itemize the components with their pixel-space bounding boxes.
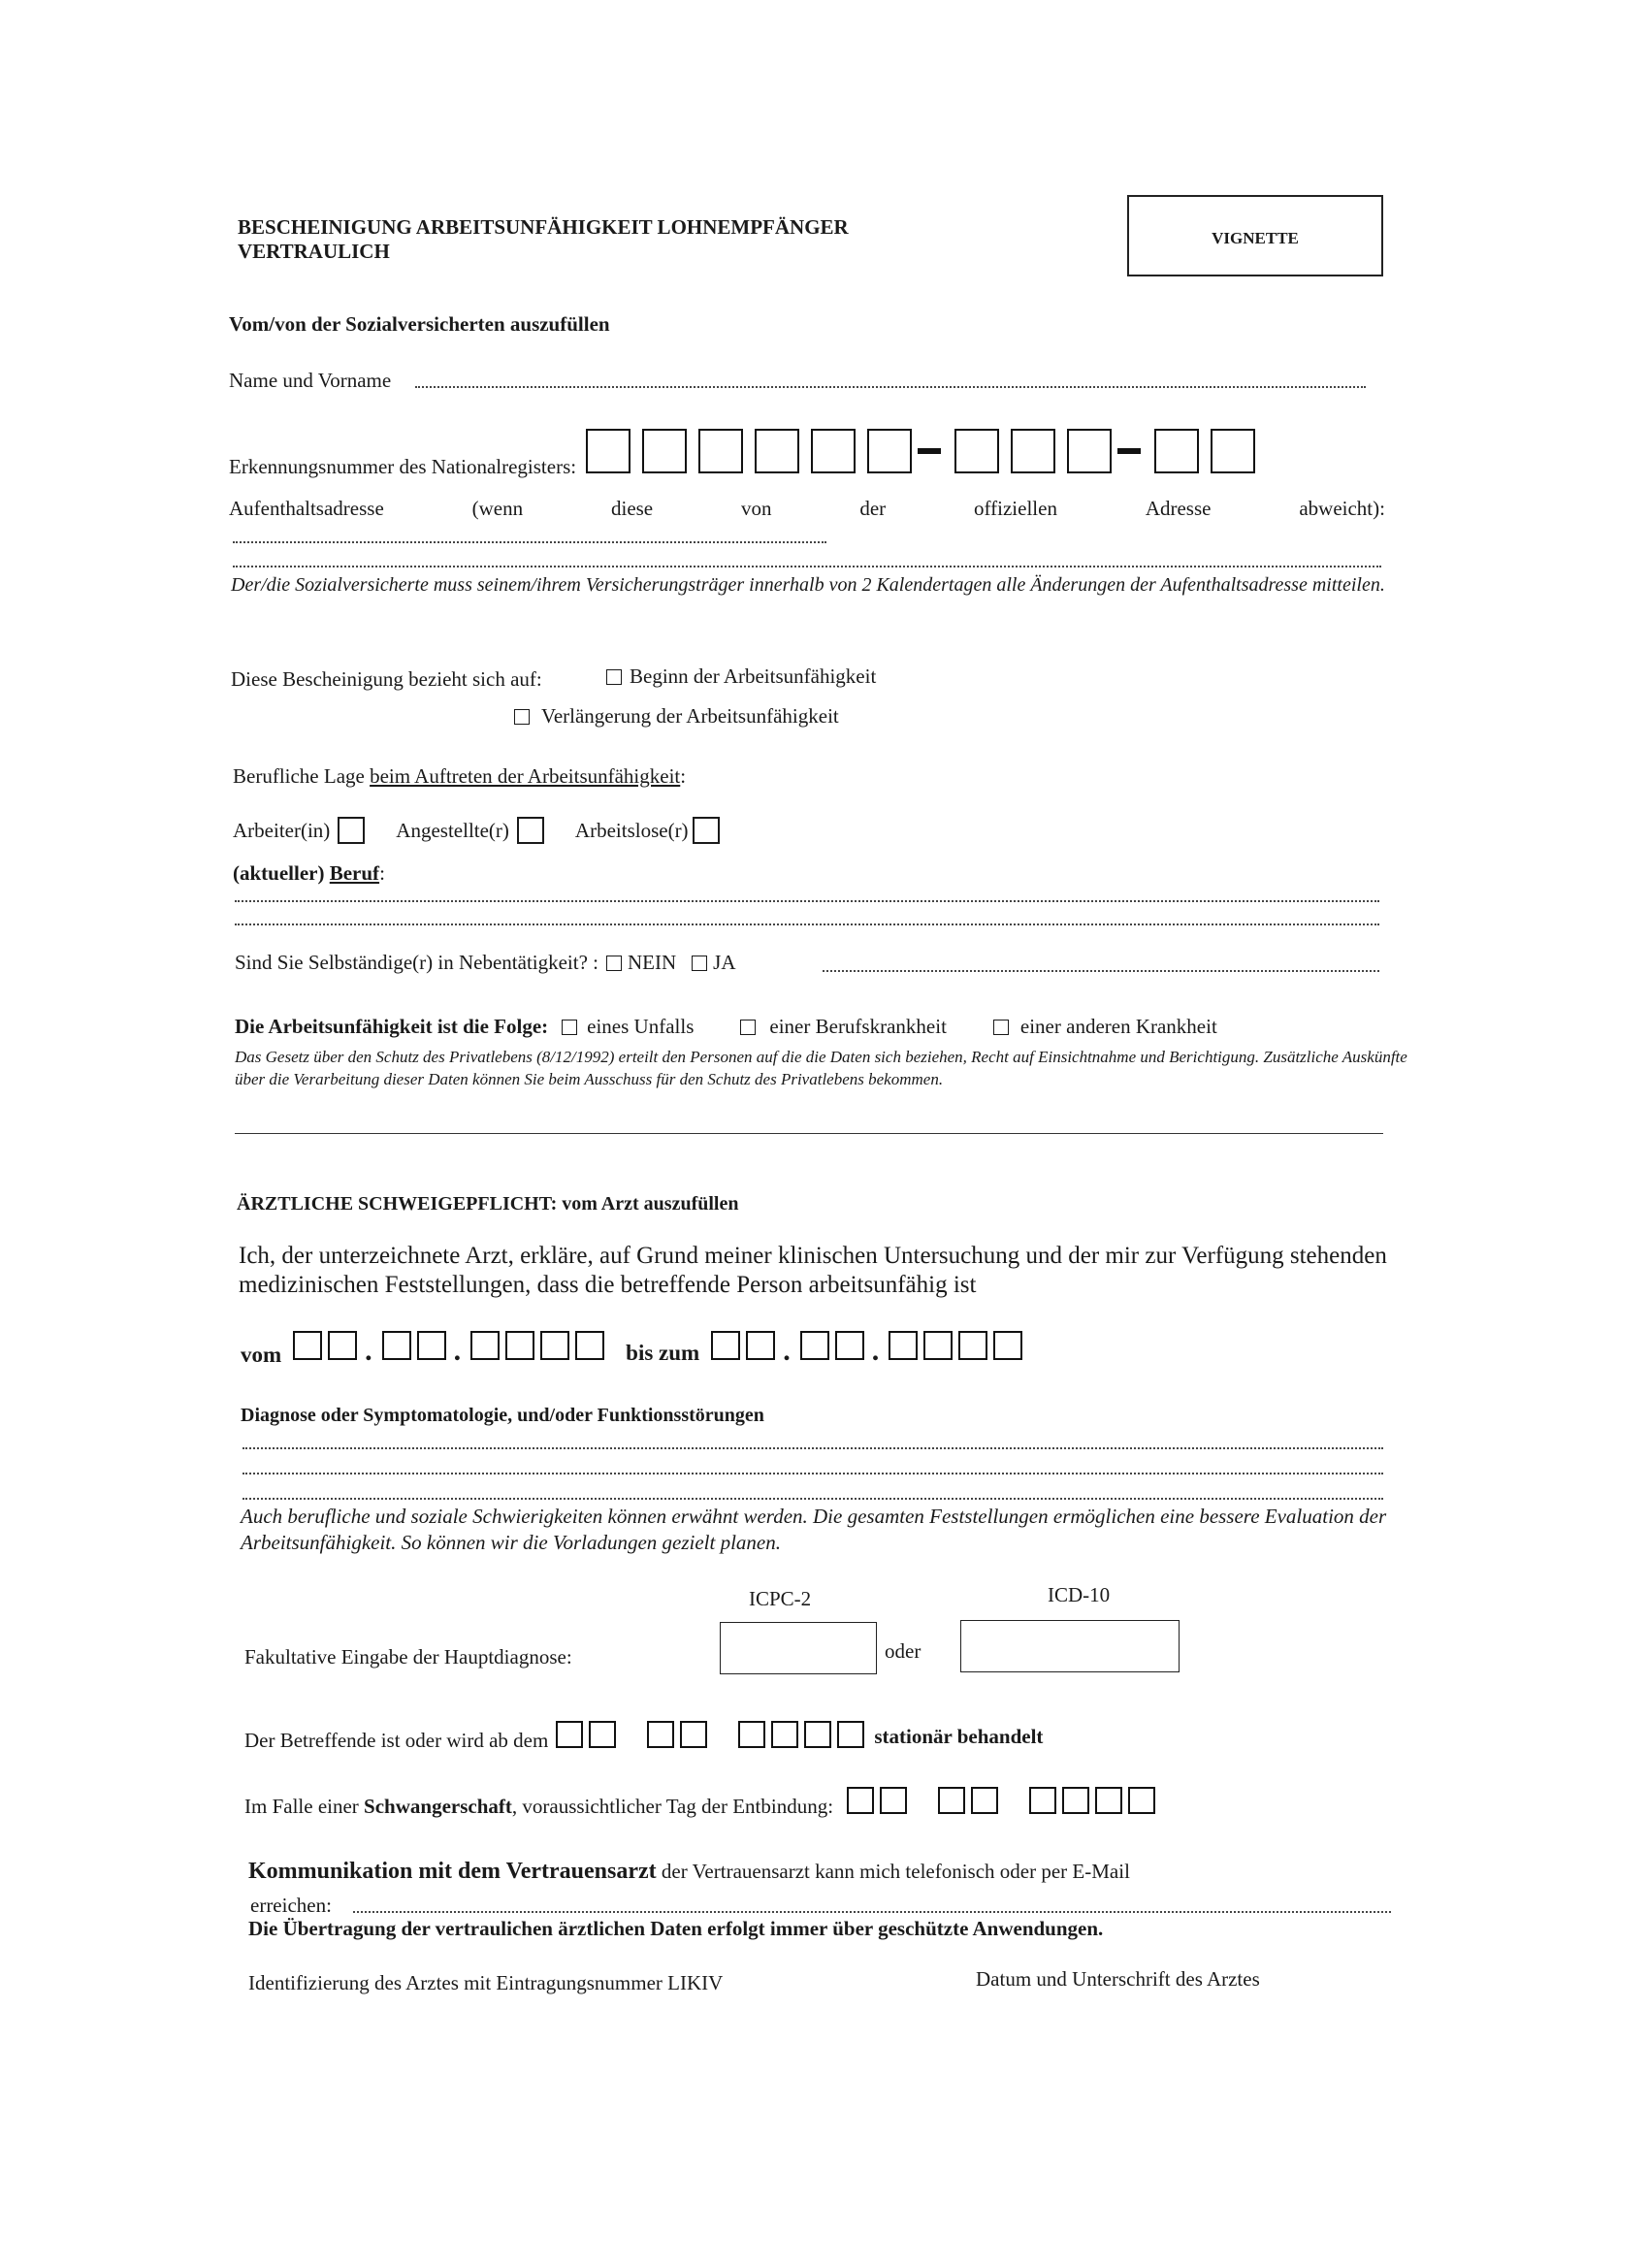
work-status-row bbox=[233, 817, 720, 844]
doctor-section-title-bold: ÄRZTLICHE SCHWEIGEPFLICHT: bbox=[237, 1193, 558, 1215]
option-begin[interactable] bbox=[606, 664, 876, 689]
job-suffix: : bbox=[379, 861, 385, 885]
section-divider bbox=[235, 1133, 1383, 1134]
occupational-checkbox[interactable] bbox=[740, 1020, 756, 1035]
vignette-box bbox=[1127, 195, 1383, 276]
pregnancy-suffix: , voraussichtlicher Tag der Entbindung: bbox=[511, 1794, 834, 1818]
job-label bbox=[233, 861, 385, 886]
transfer-note: Die Übertragung der vertraulichen ärztlichen Daten erfolgt immer über geschützte Anwendungen. bbox=[248, 1917, 1104, 1940]
main-diagnosis-label: Fakultative Eingabe der Hauptdiagnose: bbox=[244, 1645, 572, 1669]
employee-label: Angestellte(r) bbox=[396, 818, 509, 842]
name-field[interactable] bbox=[415, 386, 1366, 388]
hospital-date-box[interactable] bbox=[738, 1721, 765, 1748]
delivery-date-box[interactable] bbox=[847, 1787, 874, 1814]
pregnancy-bold: Schwangerschaft bbox=[364, 1794, 512, 1818]
worker-checkbox[interactable] bbox=[338, 817, 365, 844]
register-digit-box[interactable] bbox=[1011, 429, 1055, 473]
unemployed-checkbox[interactable] bbox=[693, 817, 720, 844]
yes-checkbox[interactable] bbox=[692, 956, 707, 971]
selfemployed-row bbox=[235, 951, 736, 975]
doctor-id-label: Identifizierung des Arztes mit Eintragungsnummer LIKIV bbox=[248, 1971, 724, 1994]
from-date-box[interactable] bbox=[575, 1331, 604, 1360]
diagnosis-label: Diagnose oder Symptomatologie, und/oder Funktionsstörungen bbox=[241, 1405, 764, 1426]
situation-underlined: beim Auftreten der Arbeitsunfähigkeit bbox=[370, 764, 681, 788]
hospital-suffix: stationär behandelt bbox=[874, 1724, 1044, 1748]
address-change-note: Der/die Sozialversicherte muss seinem/ihrem Versicherungsträger innerhalb von 2 Kalendertagen alle Änderungen der Aufenthaltsadresse mitteilen. bbox=[231, 574, 1385, 596]
register-dash bbox=[918, 448, 941, 454]
register-digit-box[interactable] bbox=[811, 429, 856, 473]
pregnancy-prefix: Im Falle einer bbox=[244, 1794, 365, 1818]
delivery-date-box[interactable] bbox=[1029, 1787, 1056, 1814]
communication-line bbox=[248, 1859, 1130, 1885]
communication-field[interactable] bbox=[353, 1911, 1391, 1913]
national-register-label: Erkennungsnummer des Nationalregisters: bbox=[229, 454, 577, 478]
pregnancy-label bbox=[244, 1795, 833, 1819]
date-separator: . bbox=[453, 1335, 462, 1367]
to-date-box[interactable] bbox=[993, 1331, 1022, 1360]
signature-label: Datum und Unterschrift des Arztes bbox=[976, 1967, 1260, 1991]
job-field-line1[interactable] bbox=[235, 900, 1379, 902]
icd-label: ICD-10 bbox=[1048, 1583, 1111, 1606]
job-prefix: (aktueller) bbox=[233, 861, 330, 885]
register-digit-box[interactable] bbox=[698, 429, 743, 473]
privacy-note: Das Gesetz über den Schutz des Privatlebens (8/12/1992) erteilt den Personen auf die die Daten sich beziehen, Recht auf Einsichtnahme und Berichtigung. Zusätzliche Auskünfte über die Verarbeitung dieser Daten können Sie beim Ausschuss für den Schutz des Privatlebens bekommen. bbox=[235, 1048, 1407, 1088]
to-date-box[interactable] bbox=[800, 1331, 829, 1360]
job-underlined: Beruf bbox=[329, 861, 380, 885]
register-digit-box[interactable] bbox=[1154, 429, 1199, 473]
hospital-date-box[interactable] bbox=[804, 1721, 831, 1748]
situation-label bbox=[233, 764, 686, 789]
option-extension[interactable] bbox=[514, 704, 839, 729]
hospital-date-box[interactable] bbox=[837, 1721, 864, 1748]
begin-label: Beginn der Arbeitsunfähigkeit bbox=[630, 664, 877, 688]
from-date-box[interactable] bbox=[328, 1331, 357, 1360]
job-field-line2[interactable] bbox=[235, 923, 1379, 925]
register-digit-box[interactable] bbox=[755, 429, 799, 473]
delivery-date-box[interactable] bbox=[1128, 1787, 1155, 1814]
date-separator: . bbox=[783, 1335, 791, 1367]
begin-checkbox[interactable] bbox=[606, 669, 622, 685]
consequence-label: Die Arbeitsunfähigkeit ist die Folge: bbox=[235, 1015, 549, 1038]
delivery-date-box[interactable] bbox=[938, 1787, 965, 1814]
from-date-box[interactable] bbox=[293, 1331, 322, 1360]
address-word: Aufenthaltsadresse bbox=[229, 497, 384, 520]
doctor-section-title-rest: vom Arzt auszufüllen bbox=[557, 1193, 739, 1215]
from-date-box[interactable] bbox=[382, 1331, 411, 1360]
other-illness-checkbox[interactable] bbox=[993, 1020, 1009, 1035]
to-label: bis zum bbox=[626, 1341, 700, 1365]
name-label: Name und Vorname bbox=[229, 369, 392, 392]
delivery-date-box[interactable] bbox=[1062, 1787, 1089, 1814]
address-word: offiziellen bbox=[974, 497, 1057, 520]
delivery-date-box[interactable] bbox=[1095, 1787, 1122, 1814]
address-word: abweicht): bbox=[1299, 497, 1385, 520]
doctor-section-title bbox=[237, 1193, 738, 1215]
communication-bold: Kommunikation mit dem Vertrauensarzt bbox=[248, 1859, 657, 1884]
hospital-date-box[interactable] bbox=[589, 1721, 616, 1748]
communication-reach-label: erreichen: bbox=[250, 1894, 332, 1917]
consequence-row bbox=[235, 1015, 1217, 1039]
address-word: von bbox=[741, 497, 772, 520]
from-date-box[interactable] bbox=[417, 1331, 446, 1360]
icpc-field[interactable] bbox=[720, 1622, 877, 1674]
register-digit-box[interactable] bbox=[1211, 429, 1255, 473]
diagnosis-field-line2[interactable] bbox=[242, 1473, 1383, 1474]
hospital-label: Der Betreffende ist oder wird ab dem bbox=[244, 1728, 549, 1752]
occupational-label: einer Berufskrankheit bbox=[769, 1015, 947, 1038]
address-field-line2[interactable] bbox=[233, 566, 1381, 567]
delivery-date-box[interactable] bbox=[971, 1787, 998, 1814]
register-digit-box[interactable] bbox=[642, 429, 687, 473]
worker-label: Arbeiter(in) bbox=[233, 818, 331, 842]
to-date-box[interactable] bbox=[923, 1331, 953, 1360]
register-dash bbox=[1117, 448, 1141, 454]
from-date-box[interactable] bbox=[540, 1331, 569, 1360]
to-date-box[interactable] bbox=[835, 1331, 864, 1360]
selfemployed-label: Sind Sie Selbständige(r) in Nebentätigkeit? : bbox=[235, 951, 599, 974]
situation-suffix: : bbox=[680, 764, 687, 788]
hospital-date-box[interactable] bbox=[680, 1721, 707, 1748]
accident-label: eines Unfalls bbox=[587, 1015, 695, 1038]
to-date-box[interactable] bbox=[958, 1331, 987, 1360]
register-digit-box[interactable] bbox=[1067, 429, 1112, 473]
situation-prefix: Berufliche Lage bbox=[233, 764, 371, 788]
address-row bbox=[229, 497, 1385, 521]
extension-label: Verlängerung der Arbeitsunfähigkeit bbox=[541, 704, 839, 728]
from-label: vom bbox=[241, 1343, 282, 1367]
from-date-box[interactable] bbox=[505, 1331, 534, 1360]
icpc-label: ICPC-2 bbox=[749, 1587, 812, 1610]
icd-field[interactable] bbox=[960, 1620, 1180, 1672]
form-title-line1: BESCHEINIGUNG ARBEITSUNFÄHIGKEIT LOHNEMPFÄNGER bbox=[238, 215, 849, 239]
refers-label: Diese Bescheinigung bezieht sich auf: bbox=[231, 667, 542, 691]
diagnosis-field-line1[interactable] bbox=[242, 1447, 1383, 1449]
vignette-label: VIGNETTE bbox=[1212, 229, 1299, 247]
address-word: der bbox=[859, 497, 887, 520]
delivery-date-box[interactable] bbox=[880, 1787, 907, 1814]
hospital-date-box[interactable] bbox=[556, 1721, 583, 1748]
address-word: Adresse bbox=[1145, 497, 1212, 520]
national-register-row bbox=[229, 429, 1267, 478]
form-title-line2: VERTRAULICH bbox=[238, 240, 390, 263]
other-illness-label: einer anderen Krankheit bbox=[1019, 1015, 1217, 1038]
address-word: diese bbox=[610, 497, 654, 520]
hospital-row bbox=[244, 1721, 1044, 1752]
register-digit-box[interactable] bbox=[954, 429, 999, 473]
diagnosis-field-line3[interactable] bbox=[242, 1498, 1383, 1500]
from-date-box[interactable] bbox=[470, 1331, 500, 1360]
diagnosis-note: Auch berufliche und soziale Schwierigkeiten können erwähnt werden. Die gesamten Feststellungen ermöglichen eine bessere Evaluation der Arbeitsunfähigkeit. So können wir die Vorladungen gezielt planen. bbox=[241, 1505, 1387, 1554]
to-date-box[interactable] bbox=[711, 1331, 740, 1360]
employee-checkbox[interactable] bbox=[517, 817, 544, 844]
date-separator: . bbox=[871, 1335, 880, 1367]
doctor-declaration: Ich, der unterzeichnete Arzt, erkläre, auf Grund meiner klinischen Untersuchung und der mir zur Verfügung stehenden medizinischen Feststellungen, dass die betreffende Person arbeitsunfähig ist bbox=[239, 1243, 1387, 1298]
date-separator: . bbox=[365, 1335, 372, 1367]
insured-section-title: Vom/von der Sozialversicherten auszufüllen bbox=[229, 312, 610, 336]
to-date-box[interactable] bbox=[746, 1331, 775, 1360]
register-digit-box[interactable] bbox=[867, 429, 912, 473]
form-title bbox=[238, 215, 849, 264]
incapacity-dates-row bbox=[241, 1331, 1028, 1367]
no-label: NEIN bbox=[628, 951, 677, 974]
hospital-date-box[interactable] bbox=[771, 1721, 798, 1748]
extension-checkbox[interactable] bbox=[514, 709, 530, 725]
selfemployed-field[interactable] bbox=[823, 970, 1379, 972]
to-date-box[interactable] bbox=[889, 1331, 918, 1360]
yes-label: JA bbox=[713, 951, 736, 974]
or-label: oder bbox=[885, 1639, 922, 1663]
address-word: (wenn bbox=[471, 497, 524, 520]
hospital-date-box[interactable] bbox=[647, 1721, 674, 1748]
accident-checkbox[interactable] bbox=[562, 1020, 577, 1035]
pregnancy-row bbox=[244, 1787, 1161, 1818]
no-checkbox[interactable] bbox=[606, 956, 622, 971]
address-field-line1[interactable] bbox=[233, 541, 826, 543]
unemployed-label: Arbeitslose(r) bbox=[574, 818, 689, 842]
register-digit-box[interactable] bbox=[586, 429, 630, 473]
communication-rest: der Vertrauensarzt kann mich telefonisch oder per E-Mail bbox=[656, 1860, 1130, 1883]
